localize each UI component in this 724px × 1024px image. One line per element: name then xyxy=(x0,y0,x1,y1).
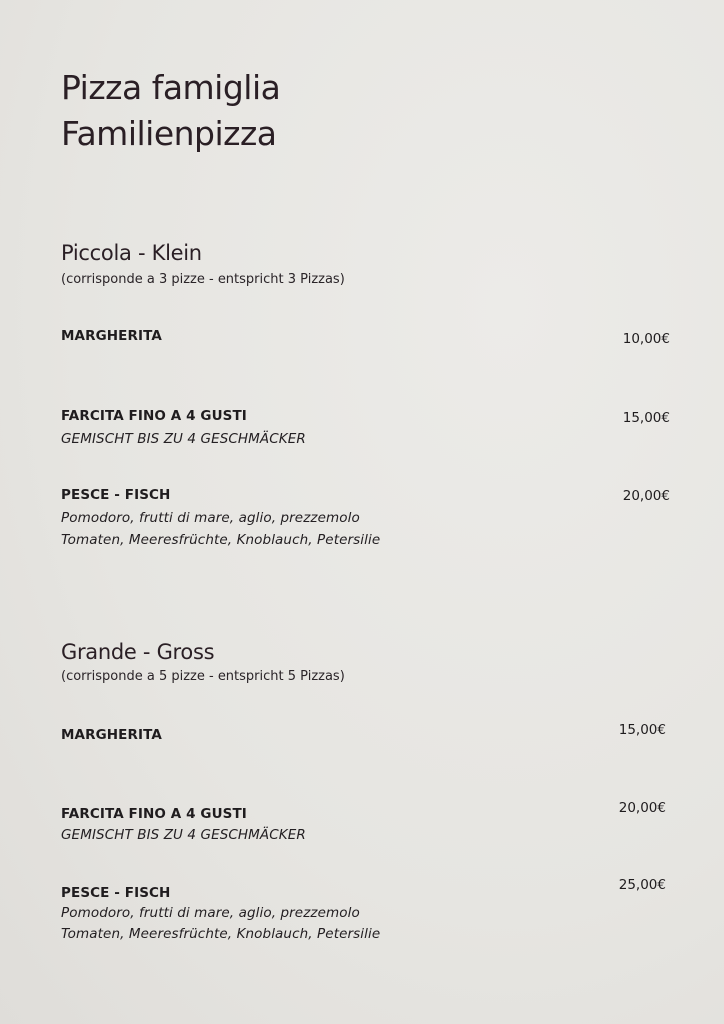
menu-item-price: 15,00€ xyxy=(622,410,670,426)
section-note-large: (corrisponde a 5 pizze - entspricht 5 Pizzas) xyxy=(61,669,345,684)
menu-item-description: GEMISCHT BIS ZU 4 GESCHMÄCKER xyxy=(61,827,306,843)
menu-item-price: 25,00€ xyxy=(618,877,666,893)
menu-item-name: MARGHERITA xyxy=(61,328,162,344)
section-title-large: Grande - Gross xyxy=(61,640,215,664)
menu-item-name: FARCITA FINO A 4 GUSTI xyxy=(61,806,247,822)
page-title-italian: Pizza famiglia xyxy=(61,68,281,107)
menu-item-description: GEMISCHT BIS ZU 4 GESCHMÄCKER xyxy=(61,431,306,447)
menu-item-name: FARCITA FINO A 4 GUSTI xyxy=(61,408,247,424)
menu-item-name: PESCE - FISCH xyxy=(61,885,171,901)
page-title-german: Familienpizza xyxy=(61,114,277,153)
menu-item-price: 20,00€ xyxy=(622,488,670,504)
menu-item-price: 10,00€ xyxy=(622,331,670,347)
menu-item-price: 20,00€ xyxy=(618,800,666,816)
menu-item-name: PESCE - FISCH xyxy=(61,487,171,503)
menu-item-description: Tomaten, Meeresfrüchte, Knoblauch, Petersilie xyxy=(61,926,381,942)
menu-item-description: Tomaten, Meeresfrüchte, Knoblauch, Petersilie xyxy=(61,532,381,548)
section-title-small: Piccola - Klein xyxy=(61,241,202,265)
menu-item-name: MARGHERITA xyxy=(61,727,162,743)
menu-item-price: 15,00€ xyxy=(618,722,666,738)
section-note-small: (corrisponde a 3 pizze - entspricht 3 Pizzas) xyxy=(61,272,345,287)
menu-item-description: Pomodoro, frutti di mare, aglio, prezzemolo xyxy=(61,510,360,526)
menu-item-description: Pomodoro, frutti di mare, aglio, prezzemolo xyxy=(61,905,360,921)
